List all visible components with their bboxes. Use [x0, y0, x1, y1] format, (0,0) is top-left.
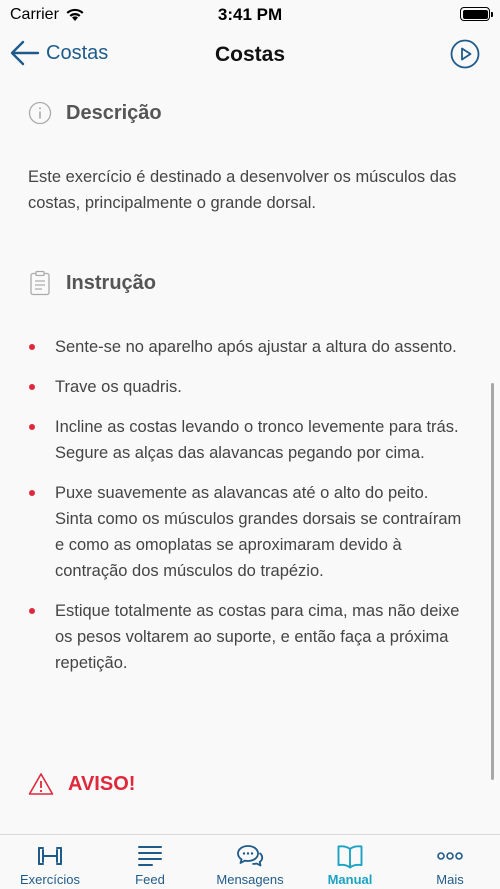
instruction-step-text: Sente-se no aparelho após ajustar a altura do assento.	[55, 338, 457, 356]
instruction-list	[28, 334, 468, 690]
battery-icon	[460, 7, 490, 21]
instruction-step-text: Incline as costas levando o tronco levemente para trás. Segure as alças das alavancas pegando por cima.	[55, 418, 459, 462]
instruction-step-text: Puxe suavemente as alavancas até o alto do peito. Sinta como os músculos grandes dorsais se contraíram e como as omoplatas se aproximaram devido à contração dos músculos do trapézio.	[55, 484, 462, 580]
instruction-step	[28, 598, 468, 676]
bullet	[29, 490, 35, 496]
back-button[interactable]	[10, 40, 108, 66]
tab-manual[interactable]	[300, 835, 400, 889]
tab-mensagens[interactable]	[200, 835, 300, 889]
more-icon	[436, 843, 464, 869]
description-title: Descrição	[66, 101, 162, 124]
tab-label: Mensagens	[216, 872, 284, 887]
carrier-label: Carrier	[10, 6, 59, 23]
instruction-step	[28, 480, 468, 584]
warning-icon	[28, 772, 54, 796]
tab-feed[interactable]	[100, 835, 200, 889]
back-label: Costas	[46, 41, 109, 64]
instruction-title: Instrução	[66, 271, 157, 294]
description-text: Este exercício é destinado a desenvolver os músculos das costas, principalmente o grande dorsal.	[28, 168, 457, 212]
bullet	[29, 608, 35, 614]
description-header	[28, 101, 162, 125]
feed-icon	[136, 843, 164, 869]
clock: 3:41 PM	[217, 5, 283, 24]
warning-title: AVISO!	[68, 772, 136, 795]
bullet	[29, 384, 35, 390]
bullet	[29, 344, 35, 350]
book-icon	[336, 843, 364, 869]
instruction-step-text: Trave os quadris.	[55, 378, 182, 396]
instruction-step	[28, 414, 468, 466]
arrow-left-icon	[10, 40, 40, 66]
instruction-step	[28, 374, 468, 400]
play-video-button[interactable]	[450, 39, 480, 69]
instruction-header	[28, 270, 156, 296]
navigation-bar	[0, 30, 500, 84]
tab-bar	[0, 834, 500, 889]
instruction-step	[28, 334, 468, 360]
tab-exercicios[interactable]	[0, 835, 100, 889]
page-title: Costas	[214, 43, 286, 66]
info-icon	[28, 101, 52, 125]
scrollbar[interactable]	[491, 383, 494, 780]
tab-label: Manual	[327, 872, 373, 887]
tab-label: Feed	[135, 872, 165, 887]
clipboard-icon	[28, 270, 52, 296]
tab-label: Exercícios	[20, 872, 80, 887]
bullet	[29, 424, 35, 430]
dumbbell-icon	[36, 843, 64, 869]
status-bar	[0, 0, 500, 30]
exercise-detail-content[interactable]	[0, 84, 500, 834]
tab-mais[interactable]	[400, 835, 500, 889]
chat-bubbles-icon	[236, 843, 264, 869]
warning-header	[28, 772, 135, 796]
tab-label: Mais	[436, 872, 464, 887]
instruction-step-text: Estique totalmente as costas para cima, mas não deixe os pesos voltarem ao suporte, e então faça a próxima repetição.	[55, 602, 460, 672]
